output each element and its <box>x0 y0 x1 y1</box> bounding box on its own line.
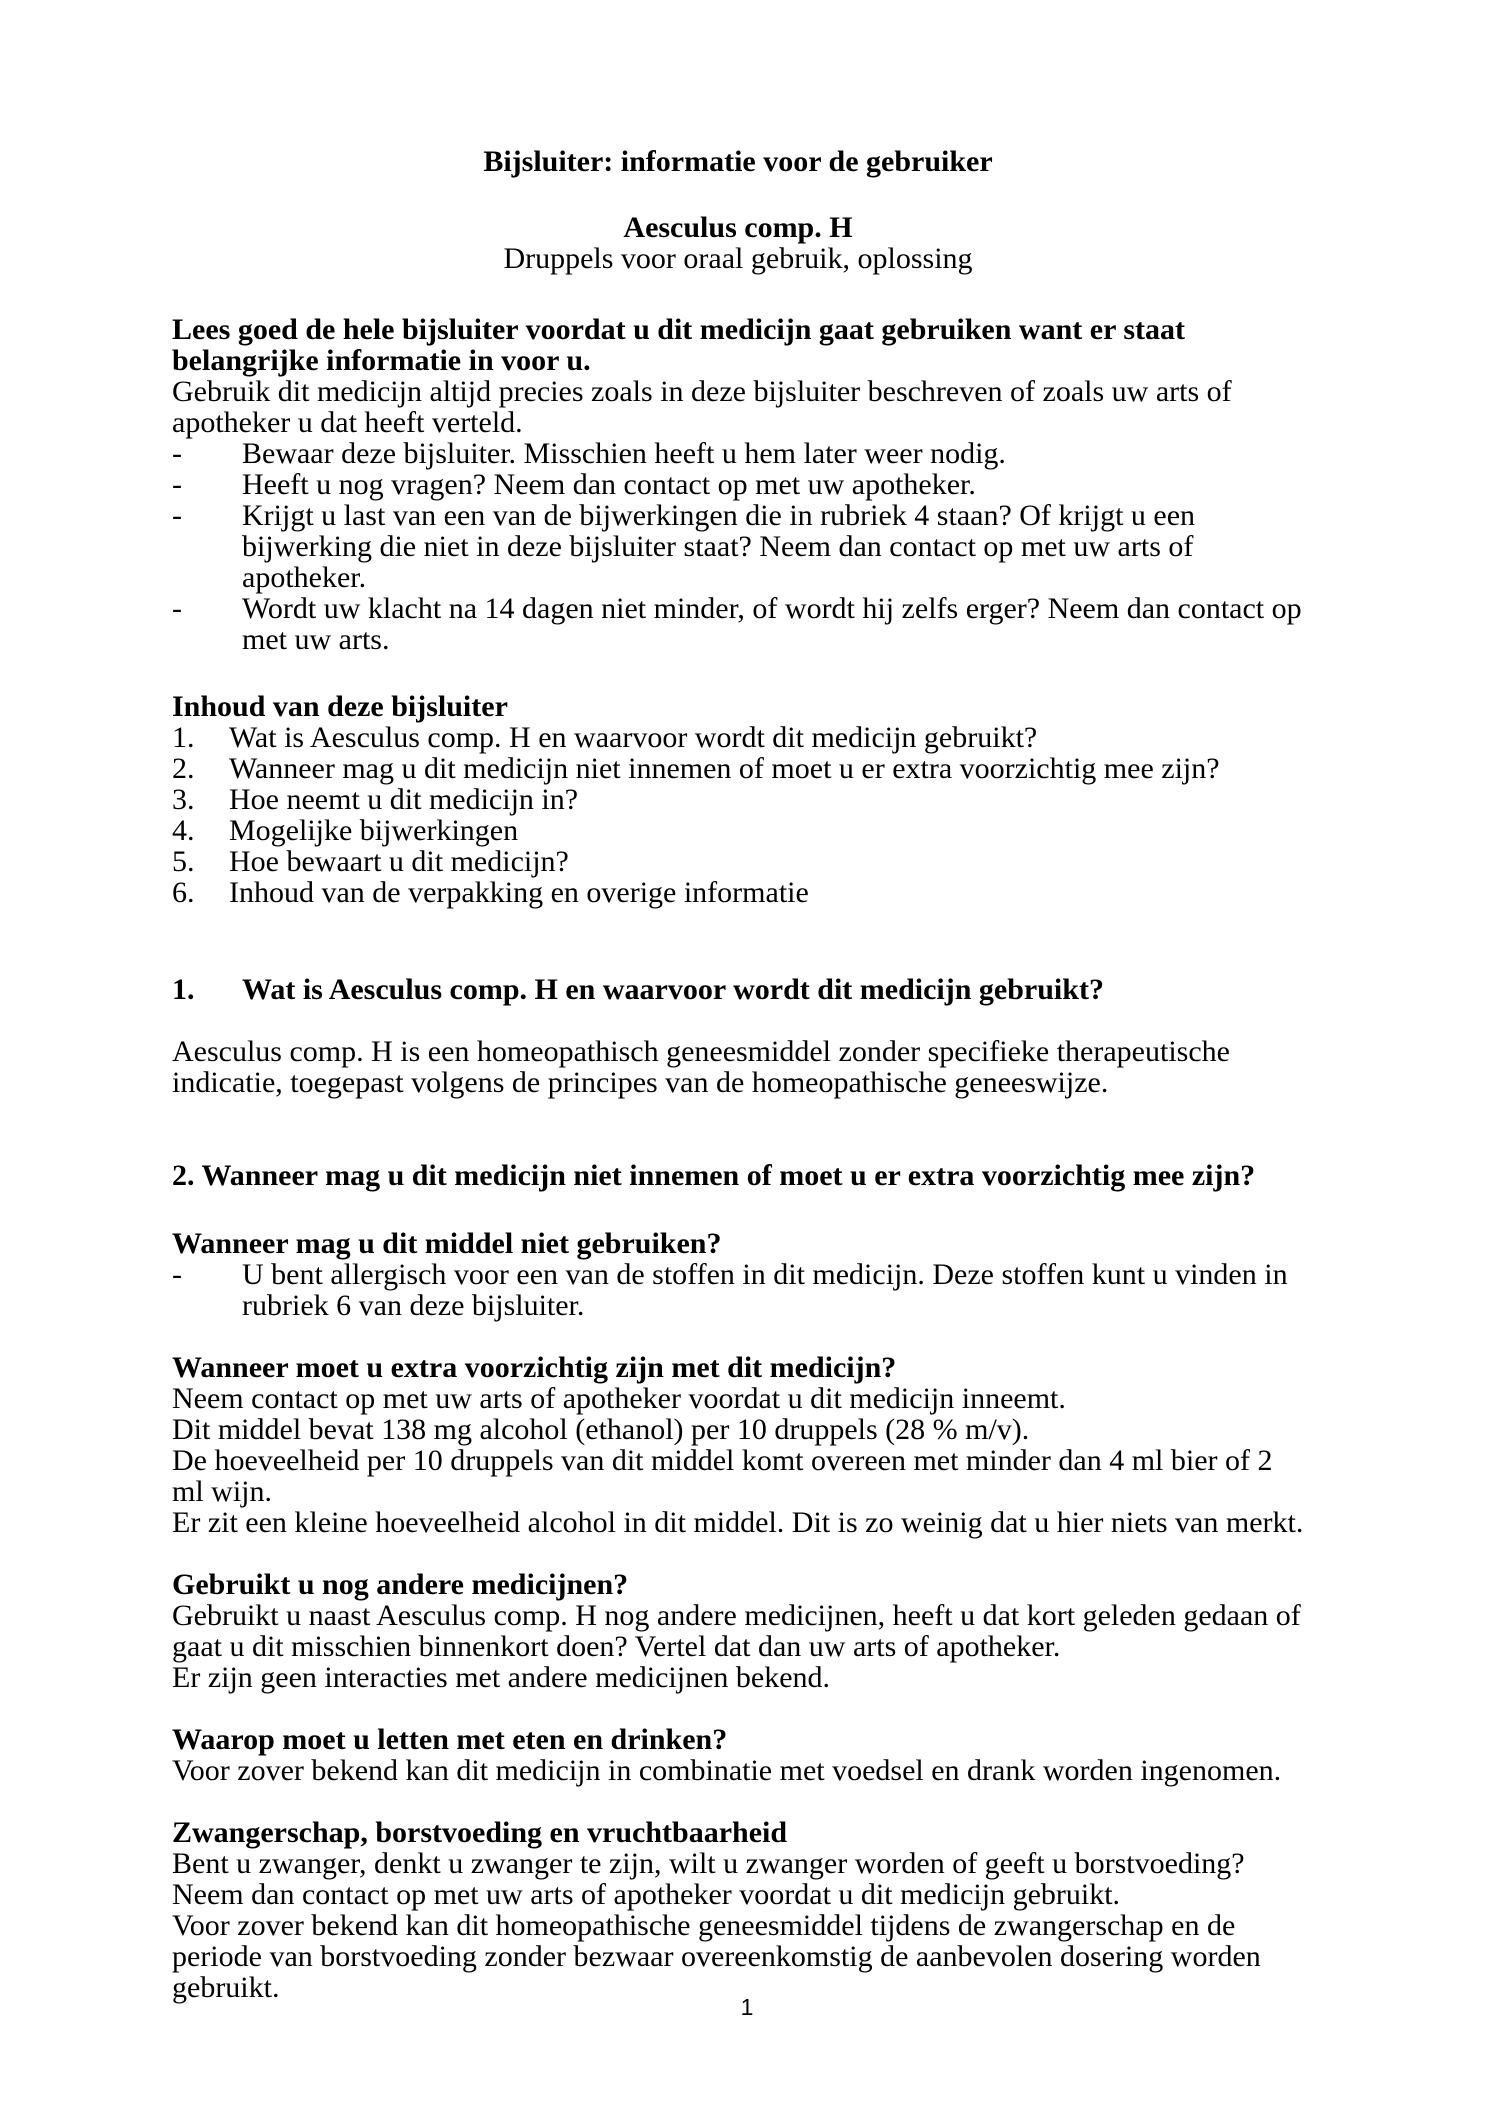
section-2-heading: 2. Wanneer mag u dit medicijn niet innemen of moet u er extra voorzichtig mee zijn? <box>172 1159 1256 1192</box>
toc-item-number: 2. <box>172 752 195 785</box>
intro-bullet <box>172 500 1304 593</box>
subheading-food-drink: Waarop moet u letten met eten en drinken? <box>172 1723 728 1756</box>
toc-item <box>172 877 1304 908</box>
food-drink-text: Voor zover bekend kan dit medicijn in combinatie met voedsel en drank worden ingenomen. <box>172 1754 1282 1787</box>
toc-item-label: Hoe bewaart u dit medicijn? <box>229 845 569 878</box>
toc-item-label: Inhoud van de verpakking en overige informatie <box>229 876 809 909</box>
bullet-dash: - <box>172 1258 182 1291</box>
precaution-line: Neem contact op met uw arts of apotheker voordat u dit medicijn inneemt. <box>172 1382 1066 1415</box>
toc-item-number: 6. <box>172 876 195 909</box>
subheading-pregnancy: Zwangerschap, borstvoeding en vruchtbaarheid <box>172 1816 788 1849</box>
pregnancy-text: Voor zover bekend kan dit homeopathische geneesmiddel tijdens de zwangerschap en de periode van borstvoeding zonder bezwaar overeenkomstig de aanbevolen dosering worden gebruikt. <box>172 1909 1261 2004</box>
section-1-heading <box>172 974 1304 1005</box>
subheading-contraindications: Wanneer mag u dit middel niet gebruiken? <box>172 1227 722 1260</box>
contraindication-bullet-text: U bent allergisch voor een van de stoffen in dit medicijn. Deze stoffen kunt u vinden in rubriek 6 van deze bijsluiter. <box>242 1258 1288 1322</box>
pregnancy-text: Bent u zwanger, denkt u zwanger te zijn, wilt u zwanger worden of geeft u borstvoeding? Neem dan contact op met uw arts of apotheker voordat u dit medicijn gebruikt. <box>172 1847 1245 1911</box>
section-1-heading-text: Wat is Aesculus comp. H en waarvoor wordt dit medicijn gebruikt? <box>242 973 1104 1006</box>
precaution-line: Er zit een kleine hoeveelheid alcohol in dit middel. Dit is zo weinig dat u hier niets van merkt. <box>172 1506 1304 1539</box>
product-form: Druppels voor oraal gebruik, oplossing <box>503 242 973 275</box>
intro-bullet <box>172 593 1304 655</box>
bullet-dash: - <box>172 468 182 501</box>
toc-item-number: 3. <box>172 783 195 816</box>
intro-bullet <box>172 469 1304 500</box>
product-name: Aesculus comp. H <box>623 211 853 244</box>
table-of-contents <box>172 691 1304 908</box>
intro-bullet-text: Wordt uw klacht na 14 dagen niet minder, of wordt hij zelfs erger? Neem dan contact op met uw arts. <box>242 592 1302 656</box>
bullet-dash: - <box>172 437 182 470</box>
intro-instruction: Gebruik dit medicijn altijd precies zoals in deze bijsluiter beschreven of zoals uw arts of apotheker u dat heeft verteld. <box>172 375 1232 439</box>
toc-item-label: Wat is Aesculus comp. H en waarvoor wordt dit medicijn gebruikt? <box>229 721 1038 754</box>
toc-item <box>172 815 1304 846</box>
intro-bullet-text: Heeft u nog vragen? Neem dan contact op met uw apotheker. <box>242 468 976 501</box>
toc-item-label: Hoe neemt u dit medicijn in? <box>229 783 579 816</box>
intro-bullet-list <box>172 438 1304 655</box>
intro-bullet-text: Krijgt u last van een van de bijwerkingen die in rubriek 4 staan? Of krijgt u een bijwerking die niet in deze bijsluiter staat? Neem dan contact op met uw arts of apotheker. <box>242 499 1196 594</box>
intro-bullet-text: Bewaar deze bijsluiter. Misschien heeft u hem later weer nodig. <box>242 437 1006 470</box>
subheading-other-medicines: Gebruikt u nog andere medicijnen? <box>172 1568 629 1601</box>
precaution-line: Dit middel bevat 138 mg alcohol (ethanol) per 10 druppels (28 % m/v). <box>172 1413 1030 1446</box>
toc-item <box>172 784 1304 815</box>
toc-item-label: Mogelijke bijwerkingen <box>229 814 519 847</box>
toc-item <box>172 846 1304 877</box>
bullet-dash: - <box>172 592 182 625</box>
page-number: 1 <box>740 1994 754 2020</box>
page-title: Bijsluiter: informatie voor de gebruiker <box>483 145 993 178</box>
precaution-line: De hoeveelheid per 10 druppels van dit middel komt overeen met minder dan 4 ml bier of 2 ml wijn. <box>172 1444 1273 1508</box>
section-1-body: Aesculus comp. H is een homeopathisch geneesmiddel zonder specifieke therapeutische indicatie, toegepast volgens de principes van de homeopathische geneeswijze. <box>172 1035 1230 1099</box>
leaflet-content <box>172 146 1304 2003</box>
toc-heading: Inhoud van deze bijsluiter <box>172 690 508 723</box>
bullet-dash: - <box>172 499 182 532</box>
intro-warning: Lees goed de hele bijsluiter voordat u dit medicijn gaat gebruiken want er staat belangrijke informatie in voor u. <box>172 313 1186 377</box>
toc-item-label: Wanneer mag u dit medicijn niet innemen of moet u er extra voorzichtig mee zijn? <box>229 752 1220 785</box>
other-medicines-text: Gebruikt u naast Aesculus comp. H nog andere medicijnen, heeft u dat kort geleden gedaan of gaat u dit misschien binnenkort doen? Vertel dat dan uw arts of apotheker. <box>172 1599 1301 1663</box>
toc-item-number: 5. <box>172 845 195 878</box>
section-1-number: 1. <box>172 973 195 1006</box>
toc-item <box>172 753 1304 784</box>
contraindication-bullet <box>172 1259 1304 1321</box>
toc-item-number: 1. <box>172 721 195 754</box>
intro-bullet <box>172 438 1304 469</box>
toc-item <box>172 722 1304 753</box>
toc-item-number: 4. <box>172 814 195 847</box>
other-medicines-text: Er zijn geen interacties met andere medicijnen bekend. <box>172 1661 831 1694</box>
subheading-precautions: Wanneer moet u extra voorzichtig zijn met dit medicijn? <box>172 1351 897 1384</box>
